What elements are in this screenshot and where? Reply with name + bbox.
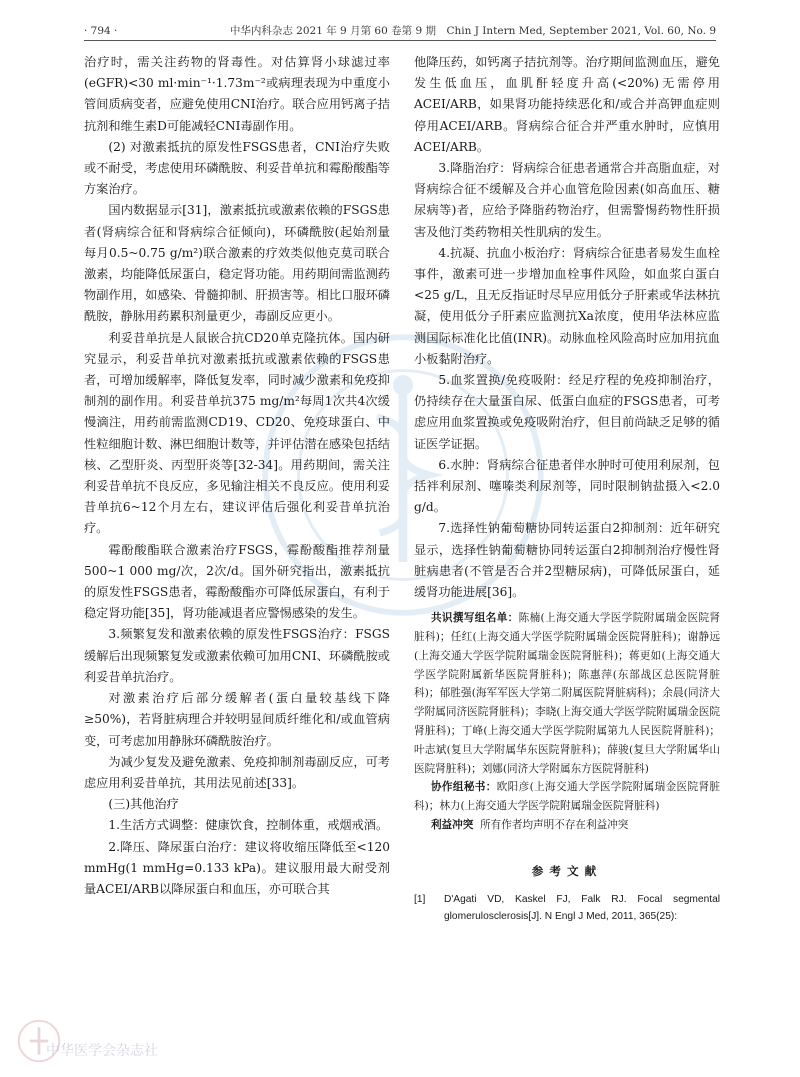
paragraph: 5.血浆置换/免疫吸附：经足疗程的免疫抑制治疗，仍持续存在大量蛋白尿、低蛋白血症的FSGS患者，可考虑应用血浆置换或免疫吸附治疗，但目前尚缺乏足够的循证医学证据。: [414, 373, 720, 451]
references-title: 参考文献: [531, 863, 603, 878]
secretary-entry: [414, 778, 720, 816]
paragraph: 7.选择性钠葡萄糖协同转运蛋白2抑制剂：近年研究显示，选择性钠葡萄糖协同转运蛋白2抑制剂治疗慢性肾脏病患者(不管是否合并2型糖尿病)，可降低尿蛋白，延缓肾功能进展[36]。: [414, 521, 720, 600]
paragraph: 为减少复发及避免激素、免疫抑制剂毒副反应，可考虑应用利妥昔单抗，其用法见前述[33]。: [84, 754, 390, 790]
writers-entry: [414, 609, 720, 778]
section-heading: (三)其他治疗: [108, 797, 179, 812]
author-list: [414, 609, 720, 835]
writers-text: 陈楠(上海交通大学医学院附属瑞金医院肾脏科)；任红(上海交通大学医学院附属瑞金医院肾脏科)；谢静远(上海交通大学医学院附属瑞金医院肾脏科)；蒋更如(上海交通大学医学院附属新华医院肾脏科)；陈惠萍(东部战区总医院肾脏科)；郁胜强(海军军医大学第二附属医院肾脏病科)；余晨(同济大学附属同济医院肾脏科)；李晓(上海交通大学医学院附属瑞金医院肾脏科)；丁峰(上海交通大学医学院附属第九人民医院肾脏科)；叶志斌(复旦大学附属华东医院肾脏科)；薛骏(复旦大学附属华山医院肾脏科)；刘娜(同济大学附属东方医院肾脏科): [414, 612, 720, 775]
paragraph: 4.抗凝、抗血小板治疗：肾病综合征患者易发生血栓事件，激素可进一步增加血栓事件风险，如血浆白蛋白<25 g/L，且无反指证时尽早应用低分子肝素或华法林抗凝，使用低分子肝素应监测抗Xa浓度，使用华法林应监测国际标准化比值(INR)。动脉血栓风险高时应加用抗血小板黏附治疗。: [414, 245, 720, 366]
reference-item: [414, 892, 720, 925]
paragraph: 霉酚酸酯联合激素治疗FSGS，霉酚酸酯推荐剂量500~1 000 mg/次，2次/d。国外研究指出，激素抵抗的原发性FSGS患者，霉酚酸酯亦可降低尿蛋白，有利于稳定肾功能[35]，肾功能减退者应警惕感染的发生。: [84, 542, 390, 621]
paragraph: 3.降脂治疗：肾病综合征患者通常合并高脂血症，对肾病综合征不缓解及合并心血管危险因素(如高血压、糖尿病等)者，应给予降脂药物治疗，但需警惕药物性肝损害及他汀类药物相关性肌病的发生。: [414, 161, 720, 239]
coi-entry: [414, 816, 720, 835]
paragraph: 对激素治疗后部分缓解者(蛋白量较基线下降≥50%)，若肾脏病理合并较明显间质纤维化和/或血管病变，可考虑加用静脉环磷酰胺治疗。: [84, 691, 390, 748]
secretary-label: 协作组秘书：: [430, 781, 497, 794]
right-column: [414, 52, 720, 925]
publisher-watermark: 中华医学会杂志社: [46, 1043, 158, 1059]
paragraph: 1.生活方式调整：健康饮食，控制体重，戒烟戒酒。: [108, 818, 389, 833]
left-column: [84, 52, 390, 900]
page-header: [84, 22, 716, 41]
reference-number: [1]: [414, 894, 426, 906]
paragraph: 国内数据显示[31]，激素抵抗或激素依赖的FSGS患者(肾病综合征和肾病综合征倾向)，环磷酰胺(起始剂量每月0.5~0.75 g/m²)联合激素的疗效类似他克莫司联合激素，均能降低尿蛋白，稳定肾功能。用药期间需监测药物副作用，如感染、骨髓抑制、肝损害等。相比口服环磷酰胺，静脉用药累积剂量更少，毒副反应更小。: [84, 203, 390, 324]
paragraph: 利妥昔单抗是人鼠嵌合抗CD20单克隆抗体。国内研究显示，利妥昔单抗对激素抵抗或激素依赖的FSGS患者，可增加缓解率，降低复发率，同时减少激素和免疫抑制剂的副作用。利妥昔单抗375 mg/m²每周1次共4次缓慢滴注，用药前需监测CD19、CD20、免疫球蛋白、中性粒细胞计数、淋巴细胞计数等，并评估潜在感染包括结核、乙型肝炎、丙型肝炎等[32-34]。用药期间，需关注利妥昔单抗不良反应，多见输注相关不良反应。使用利妥昔单抗6~12个月左右，建议评估后强化利妥昔单抗治疗。: [84, 330, 390, 536]
reference-text: D'Agati VD, Kaskel FJ, Falk RJ. Focal segmental glomerulosclerosis[J]. N Engl J Med, 2011, 365(25):: [444, 894, 720, 922]
journal-info: 中华内科杂志 2021 年 9 月第 60 卷第 9 期 Chin J Intern Med, September 2021, Vol. 60, No. 9: [229, 25, 716, 37]
coi-label: 利益冲突: [430, 819, 474, 832]
secretary-text: 欧阳彦(上海交通大学医学院附属瑞金医院肾脏科)；林力(上海交通大学医学院附属瑞金医院肾脏科): [414, 781, 720, 813]
writers-label: 共识撰写组名单：: [430, 612, 519, 625]
paragraph: 治疗时，需关注药物的肾毒性。对估算肾小球滤过率(eGFR)<30 ml·min⁻¹·1.73m⁻²或病理表现为中重度小管间质病变者，应避免使用CNI治疗。联合应用钙离子拮抗剂和维生素D可能减轻CNI毒副作用。: [84, 55, 390, 133]
coi-text: 所有作者均声明不存在利益冲突: [480, 819, 629, 832]
paragraph: 他降压药，如钙离子拮抗剂等。治疗期间监测血压，避免发生低血压，血肌酐轻度升高(<20%)无需停用ACEI/ARB，如果肾功能持续恶化和/或合并高钾血症则停用ACEI/ARB。肾病综合征合并严重水肿时，应慎用ACEI/ARB。: [414, 55, 720, 154]
paragraph: (2) 对激素抵抗的原发性FSGS患者，CNI治疗失败或不耐受，考虑使用环磷酰胺、利妥昔单抗和霉酚酸酯等方案治疗。: [84, 139, 390, 197]
paragraph: 3.频繁复发和激素依赖的原发性FSGS治疗：FSGS缓解后出现频繁复发或激素依赖可加用CNI、环磷酰胺或利妥昔单抗治疗。: [84, 627, 390, 684]
paragraph: 6.水肿：肾病综合征患者伴水肿时可使用利尿剂，包括袢利尿剂、噻嗪类利尿剂等，同时限制钠盐摄入<2.0 g/d。: [414, 457, 720, 515]
page-number: · 794 ·: [84, 25, 118, 37]
paragraph: 2.降压、降尿蛋白治疗：建议将收缩压降低至<120 mmHg(1 mmHg=0.133 kPa)。建议服用最大耐受剂量ACEI/ARB以降尿蛋白和血压，亦可联合其: [84, 839, 390, 896]
